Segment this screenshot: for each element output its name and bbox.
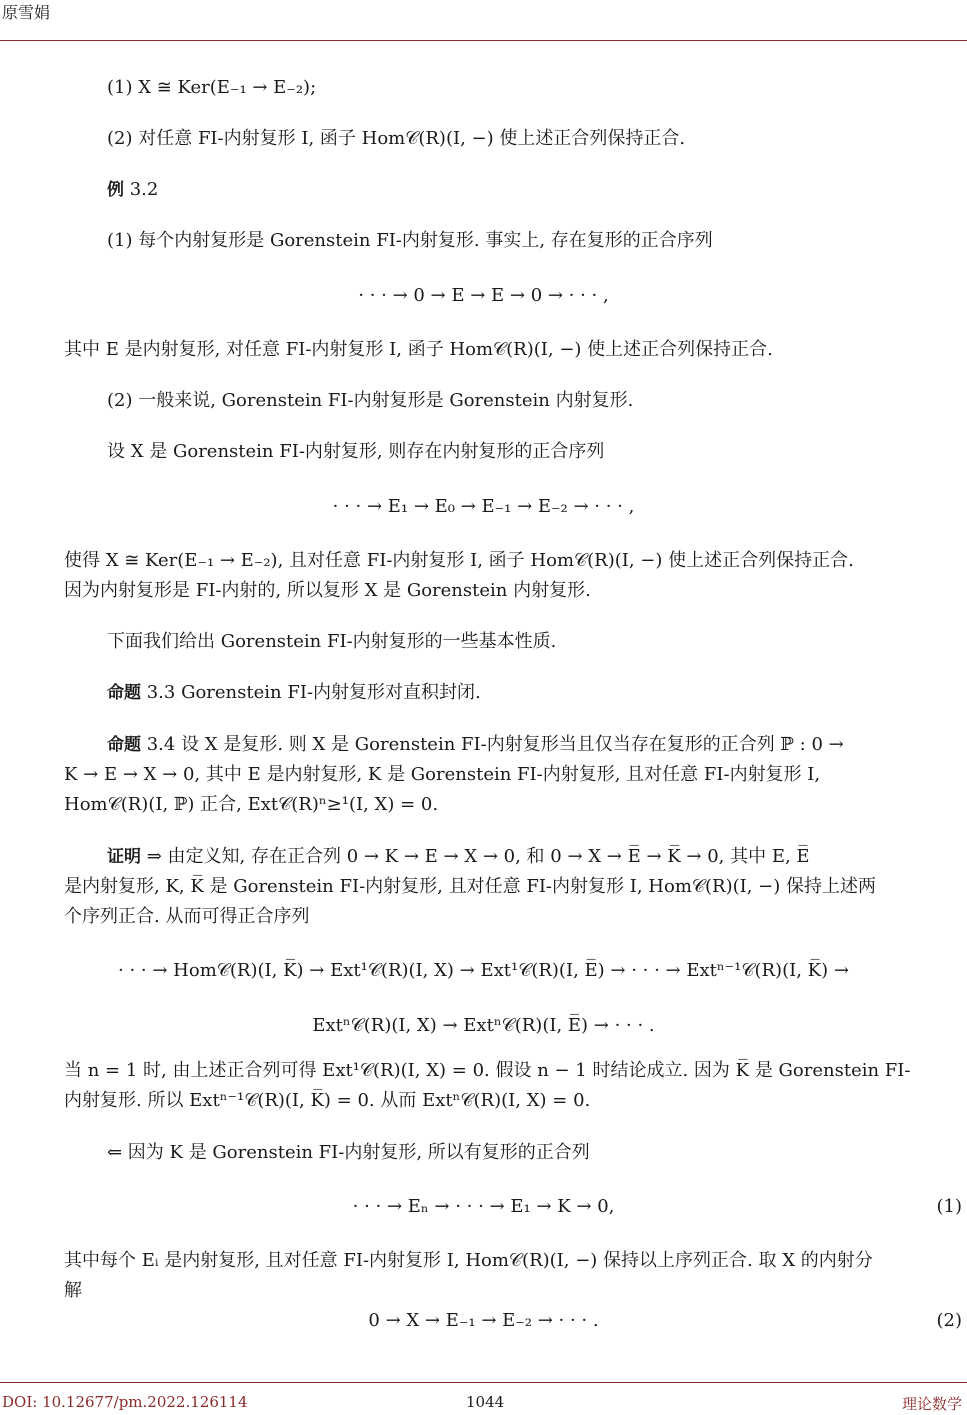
- doi-link[interactable]: DOI: 10.12677/pm.2022.126114: [2, 1393, 248, 1411]
- example-item-2: (2) 一般来说, Gorenstein FI-内射复形是 Gorenstein 内射复形.: [107, 390, 634, 411]
- example-heading: [107, 178, 158, 202]
- page-footer: [0, 1382, 967, 1415]
- paragraph-line: 下面我们给出 Gorenstein FI-内射复形的一些基本性质.: [107, 631, 557, 652]
- paragraph-line: 当 n = 1 时, 由上述正合列可得 Ext¹𝒞(R)(I, X) = 0. 假设 n − 1 时结论成立. 因为 K̅ 是 Gorenstein FI-: [64, 1060, 911, 1081]
- proposition-3-3: [107, 681, 481, 705]
- proposition-label: 命题: [107, 735, 141, 755]
- proposition-text: 3.4 设 X 是复形. 则 X 是 Gorenstein FI-内射复形当且仅当存在复形的正合列 ℙ : 0 →: [146, 734, 844, 755]
- example-label: 例: [107, 180, 124, 200]
- display-equation-3: · · · → Hom𝒞(R)(I, K̅) → Ext¹𝒞(R)(I, X) → Ext¹𝒞(R)(I, E̅) → · · · → Extⁿ⁻¹𝒞(R)(I, K̅) →: [118, 960, 849, 981]
- page-header: [0, 0, 967, 41]
- paragraph-line: K → E → X → 0, 其中 E 是内射复形, K 是 Gorenstein FI-内射复形, 且对任意 FI-内射复形 I,: [64, 764, 821, 785]
- display-equation-2: · · · → E₁ → E₀ → E₋₁ → E₋₂ → · · · ,: [332, 496, 635, 517]
- proposition-text: 3.3 Gorenstein FI-内射复形对直积封闭.: [146, 682, 481, 703]
- example-number: 3.2: [129, 179, 159, 200]
- display-equation-6: 0 → X → E₋₁ → E₋₂ → · · · .: [368, 1310, 599, 1331]
- paragraph-line: 是内射复形, K, K̅ 是 Gorenstein FI-内射复形, 且对任意 FI-内射复形 I, Hom𝒞(R)(I, −) 保持上述两: [64, 876, 877, 897]
- header-author: 原雪娟: [2, 3, 51, 22]
- example-item-1: (1) 每个内射复形是 Gorenstein FI-内射复形. 事实上, 存在复形的正合序列: [107, 230, 713, 251]
- paragraph-line: 使得 X ≅ Ker(E₋₁ → E₋₂), 且对任意 FI-内射复形 I, 函子 Hom𝒞(R)(I, −) 使上述正合列保持正合.: [64, 550, 854, 571]
- proof-start: [107, 845, 810, 869]
- display-equation-4: Extⁿ𝒞(R)(I, X) → Extⁿ𝒞(R)(I, E̅) → · · · .: [312, 1015, 655, 1036]
- journal-name: 理论数学: [901, 1395, 962, 1413]
- proposition-3-4: [107, 733, 844, 757]
- paragraph-line: 因为内射复形是 FI-内射的, 所以复形 X 是 Gorenstein 内射复形.: [64, 580, 591, 601]
- display-equation-5: · · · → Eₙ → · · · → E₁ → K → 0,: [352, 1196, 615, 1217]
- condition-1: (1) X ≅ Ker(E₋₁ → E₋₂);: [107, 77, 317, 98]
- paragraph-line: 解: [64, 1280, 82, 1301]
- proof-label: 证明: [107, 847, 141, 867]
- proof-text: ⇒ 由定义知, 存在正合列 0 → K → E → X → 0, 和 0 → X → E̅ → K̅ → 0, 其中 E, E̅: [146, 846, 810, 867]
- equation-number: (2): [936, 1310, 962, 1331]
- paragraph-line: ⇐ 因为 K 是 Gorenstein FI-内射复形, 所以有复形的正合列: [107, 1142, 590, 1163]
- proposition-label: 命题: [107, 683, 141, 703]
- display-equation-1: · · · → 0 → E → E → 0 → · · · ,: [358, 285, 609, 306]
- paragraph-line: 内射复形. 所以 Extⁿ⁻¹𝒞(R)(I, K̅) = 0. 从而 Extⁿ𝒞(R)(I, X) = 0.: [64, 1090, 591, 1111]
- paragraph-line: 个序列正合. 从而可得正合序列: [64, 906, 310, 927]
- paragraph-line: Hom𝒞(R)(I, ℙ) 正合, Ext𝒞(R)ⁿ≥¹(I, X) = 0.: [64, 794, 439, 815]
- equation-number: (1): [936, 1196, 962, 1217]
- paragraph-line: 设 X 是 Gorenstein FI-内射复形, 则存在内射复形的正合序列: [107, 441, 605, 462]
- page-number: 1044: [466, 1393, 505, 1411]
- condition-2: (2) 对任意 FI-内射复形 I, 函子 Hom𝒞(R)(I, −) 使上述正合列保持正合.: [107, 128, 686, 149]
- paragraph-line: 其中 E 是内射复形, 对任意 FI-内射复形 I, 函子 Hom𝒞(R)(I, −) 使上述正合列保持正合.: [64, 339, 773, 360]
- paragraph-line: 其中每个 Eᵢ 是内射复形, 且对任意 FI-内射复形 I, Hom𝒞(R)(I, −) 保持以上序列正合. 取 X 的内射分: [64, 1250, 873, 1271]
